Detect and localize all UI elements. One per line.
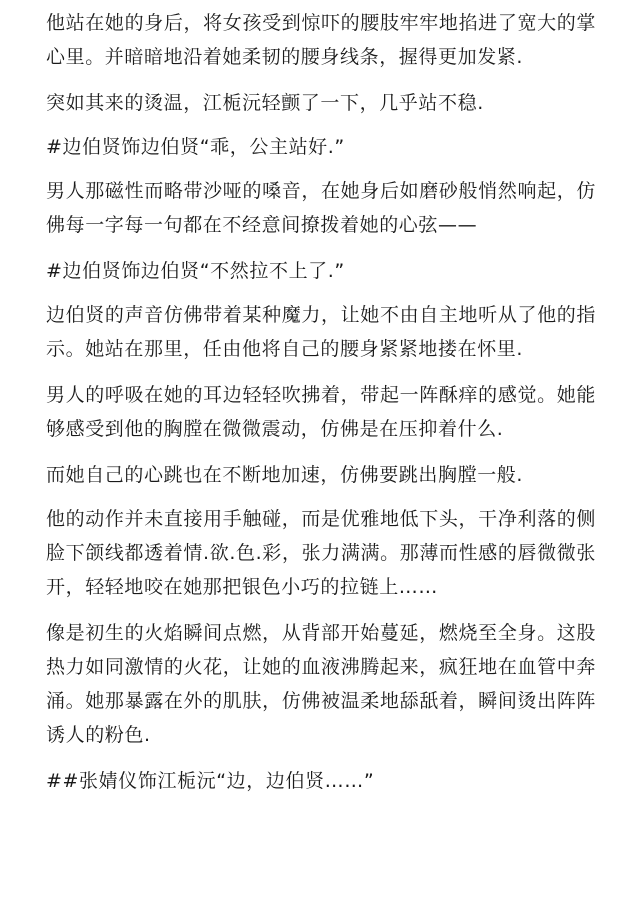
paragraph-2: 突如其来的烫温，江栀沅轻颤了一下，几乎站不稳. [46, 92, 484, 114]
paragraph-5: 男人的呼吸在她的耳边轻轻吹拂着，带起一阵酥痒的感觉。她能够感受到他的胸膛在微微震动，仿佛是在压抑着什么. [46, 384, 596, 440]
paragraph-8: 像是初生的火焰瞬间点燃，从背部开始蔓延，燃烧至全身。这股热力如同激情的火花，让她的血液沸腾起来，疯狂地在血管中奔涌。她那暴露在外的肌肤，仿佛被温柔地舔舐着，瞬间烫出阵阵诱人的粉色. [46, 622, 596, 746]
paragraph-7: 他的动作并未直接用手触碰，而是优雅地低下头，干净利落的侧脸下颌线都透着情.欲.色.彩，张力满满。那薄而性感的唇微微张开，轻轻地咬在她那把银色小巧的拉链上…… [46, 508, 596, 598]
dialogue-line-1: #边伯贤饰边伯贤“乖，公主站好.” [46, 136, 345, 158]
dialogue-line-2: #边伯贤饰边伯贤“不然拉不上了.” [46, 260, 345, 282]
paragraph-1: 他站在她的身后，将女孩受到惊吓的腰肢牢牢地掐进了宽大的掌心里。并暗暗地沿着她柔韧的腰身线条，握得更加发紧. [46, 12, 596, 68]
dialogue-line-3: ##张婧仪饰江栀沅“边，边伯贤……” [46, 770, 375, 792]
paragraph-6: 而她自己的心跳也在不断地加速，仿佛要跳出胸膛一般. [46, 464, 524, 486]
paragraph-4: 边伯贤的声音仿佛带着某种魔力，让她不由自主地听从了他的指示。她站在那里，任由他将自己的腰身紧紧地搂在怀里. [46, 304, 596, 360]
paragraph-3: 男人那磁性而略带沙哑的嗓音，在她身后如磨砂般悄然响起，仿佛每一字每一句都在不经意间撩拨着她的心弦—— [46, 180, 596, 236]
